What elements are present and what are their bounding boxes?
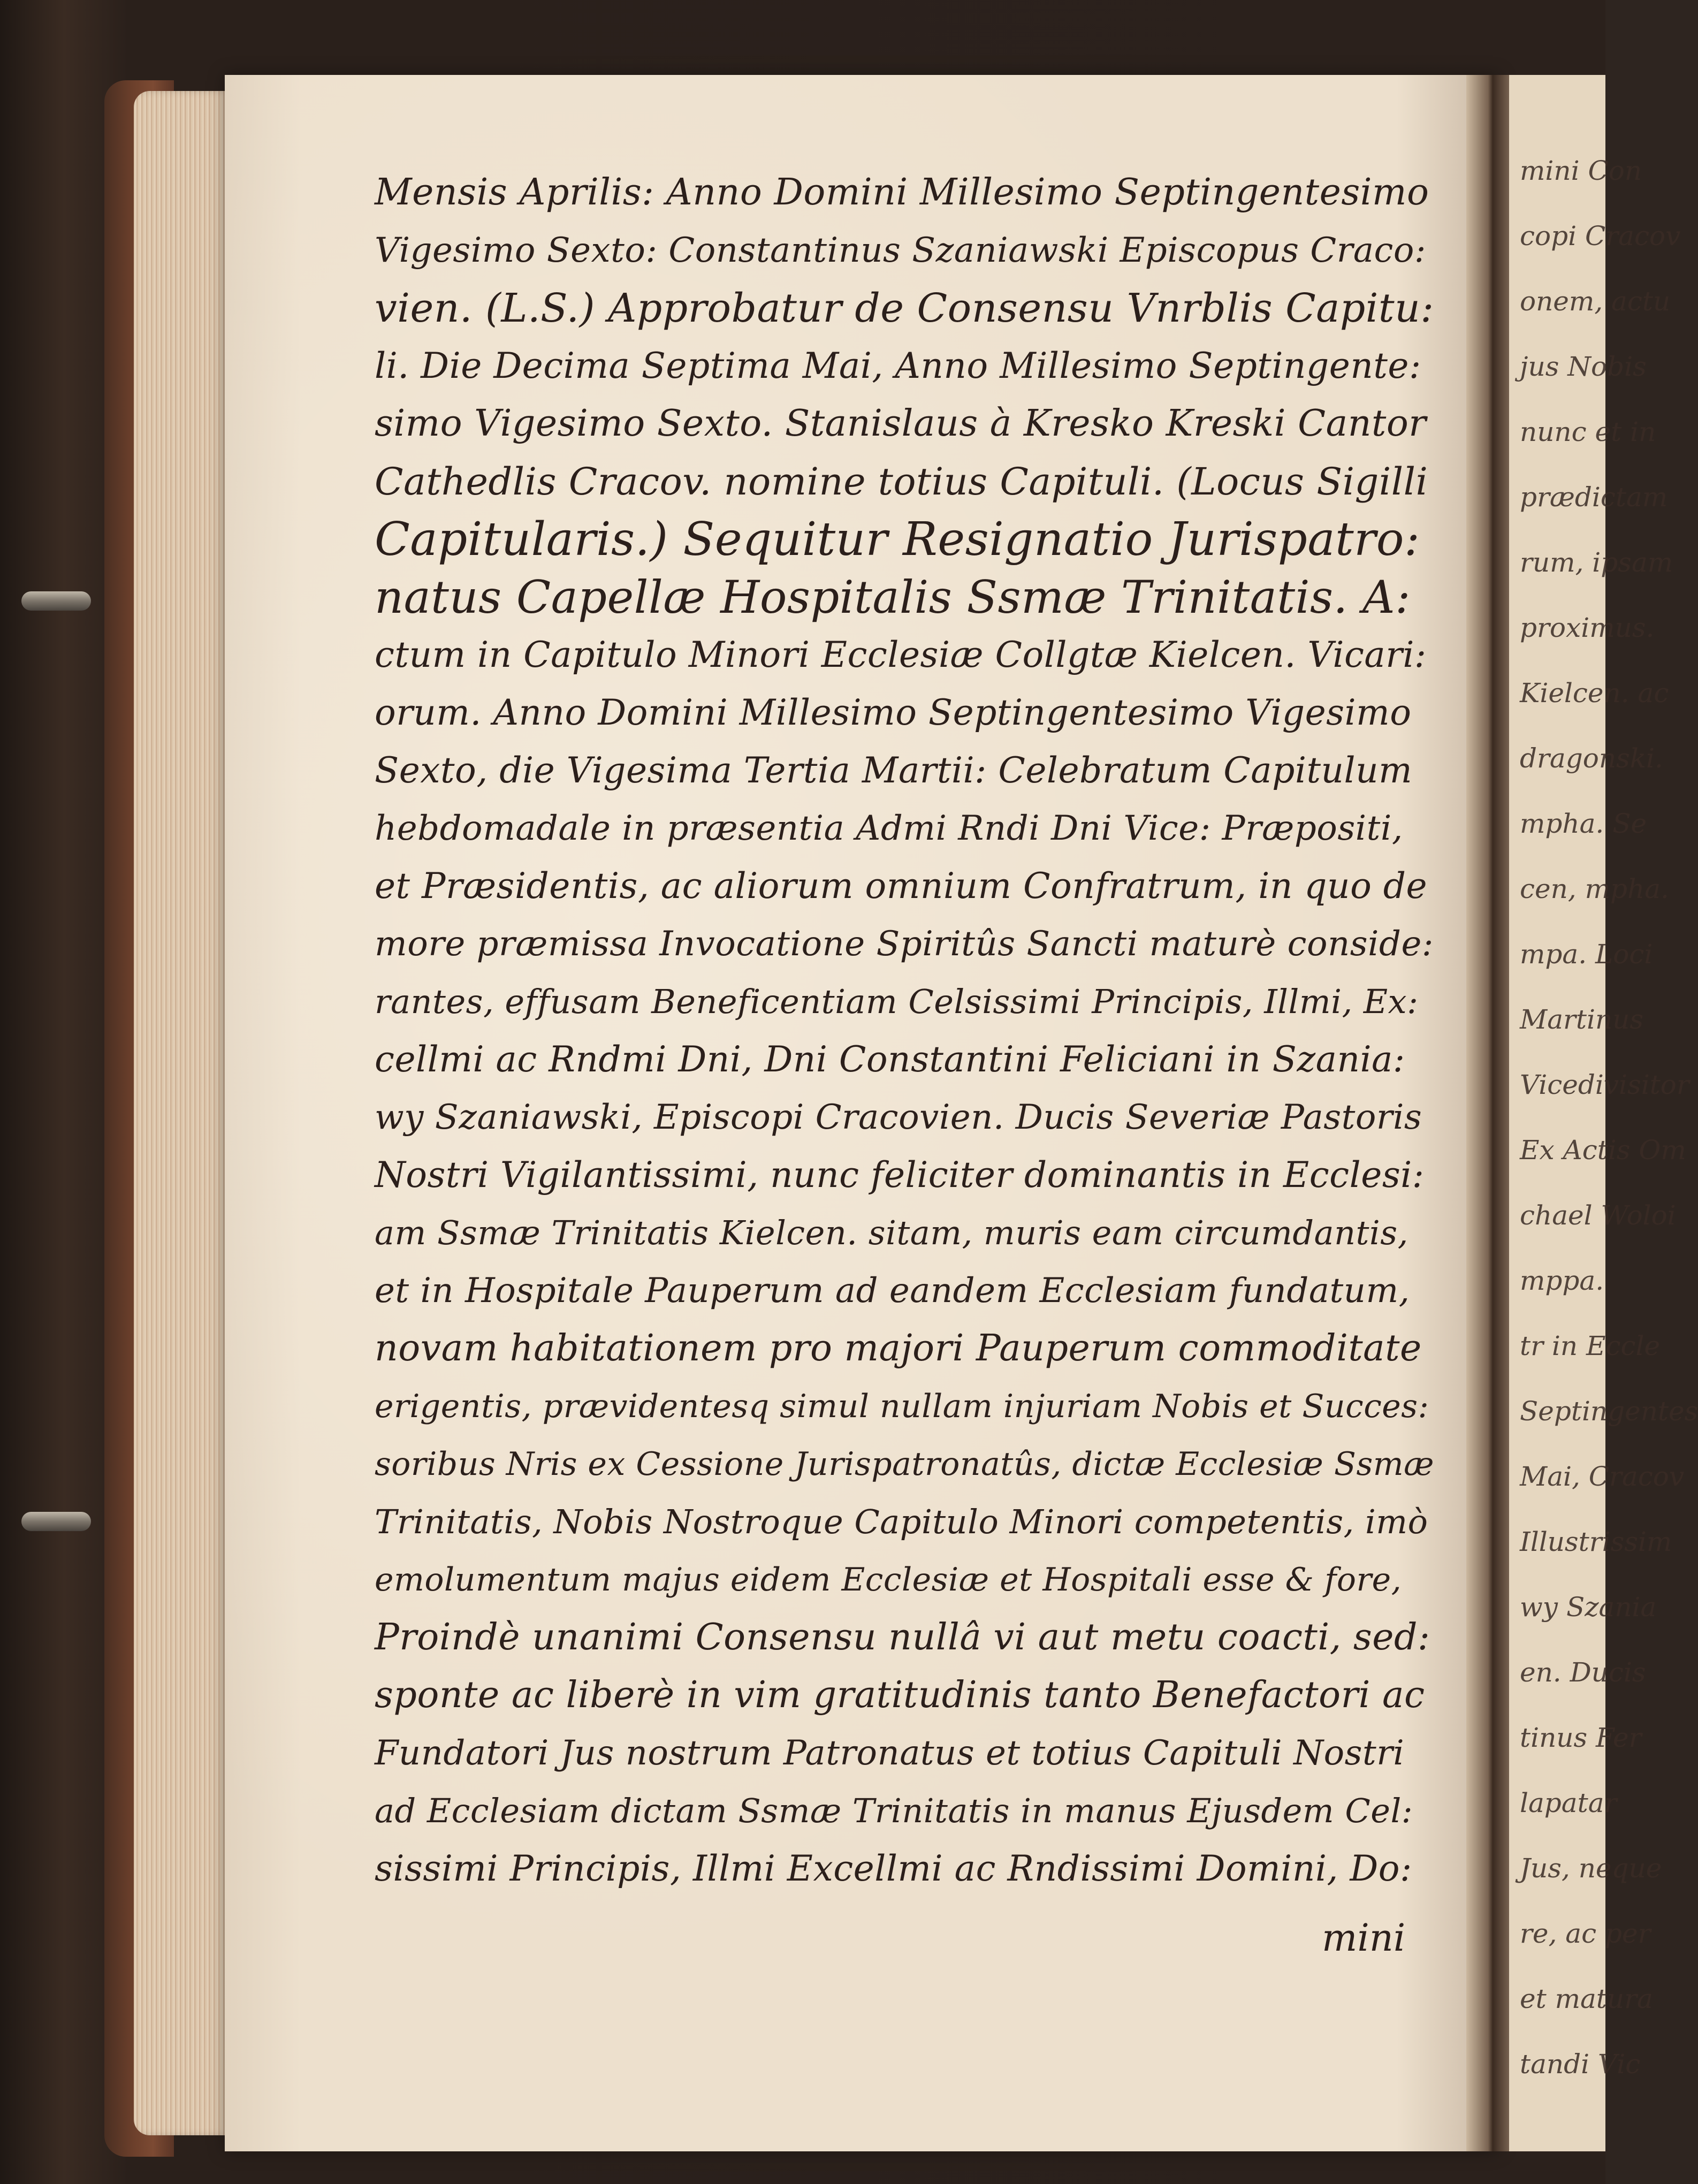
facing-page-line: wy Szania — [1520, 1592, 1657, 1623]
book-gutter — [1466, 75, 1514, 2151]
facing-page-line: nunc et in — [1520, 416, 1656, 447]
facing-page-line: Kielcen. ac — [1520, 678, 1669, 709]
manuscript-line: simo Vigesimo Sexto. Stanislaus à Kresko Kreski Cantor — [375, 402, 1427, 445]
facing-page-line: prædictam — [1520, 482, 1668, 513]
manuscript-line: orum. Anno Domini Millesimo Septingentesimo Vigesimo — [375, 692, 1412, 733]
facing-page-line: Septingentes — [1520, 1396, 1698, 1427]
manuscript-line: erigentis, prævidentesq simul nullam injuriam Nobis et Succes: — [375, 1388, 1429, 1425]
page-block-edge — [134, 91, 230, 2135]
facing-page-line: mppa. — [1520, 1265, 1604, 1296]
facing-page-line: proximus. — [1520, 612, 1655, 643]
facing-page-line: Jus, neque — [1520, 1853, 1662, 1884]
manuscript-line: Cathedlis Cracov. nomine totius Capituli. (Locus Sigilli — [375, 460, 1428, 504]
manuscript-line: Proindè unanimi Consensu nullâ vi aut metu coacti, sed: — [375, 1616, 1430, 1658]
manuscript-line: more præmissa Invocatione Spiritûs Sancti maturè conside: — [375, 924, 1434, 964]
manuscript-line: novam habitationem pro majori Pauperum commoditate — [375, 1327, 1422, 1369]
facing-page-line: copi Cracov — [1520, 220, 1681, 252]
clasp-pin-top — [21, 591, 91, 611]
manuscript-line: et in Hospitale Pauperum ad eandem Ecclesiam fundatum, — [375, 1271, 1410, 1311]
manuscript-line: li. Die Decima Septima Mai, Anno Millesimo Septingente: — [375, 345, 1421, 386]
facing-page-line: chael Woloi — [1520, 1200, 1676, 1231]
facing-page-line: Martinus — [1520, 1004, 1644, 1035]
manuscript-line: et Præsidentis, ac aliorum omnium Confratrum, in quo de — [375, 865, 1428, 907]
facing-page-line: Ex Actis Om — [1520, 1135, 1686, 1166]
manuscript-line: am Ssmæ Trinitatis Kielcen. sitam, muris eam circumdantis, — [375, 1213, 1408, 1252]
facing-page-line: cen, mpha. — [1520, 873, 1669, 904]
manuscript-line: Mensis Aprilis: Anno Domini Millesimo Septingentesimo — [375, 171, 1429, 214]
facing-page-line: mpa. Loci — [1520, 939, 1653, 970]
manuscript-line: ad Ecclesiam dictam Ssmæ Trinitatis in manus Ejusdem Cel: — [375, 1791, 1413, 1830]
manuscript-line: Fundatori Jus nostrum Patronatus et totius Capituli Nostri — [375, 1733, 1405, 1773]
manuscript-line: emolumentum majus eidem Ecclesiæ et Hospitali esse & fore, — [375, 1561, 1402, 1599]
facing-page-line: Illustrissim — [1520, 1526, 1672, 1557]
manuscript-line: natus Capellæ Hospitalis Ssmæ Trinitatis. A: — [375, 571, 1411, 623]
facing-page-line: re, ac per — [1520, 1918, 1651, 1949]
clasp-pin-bottom — [21, 1512, 91, 1531]
manuscript-line: sissimi Principis, Illmi Excellmi ac Rndissimi Domini, Do: — [375, 1848, 1412, 1889]
facing-page-line: lapatar — [1520, 1787, 1617, 1818]
facing-page-line: rum, ipsam — [1520, 547, 1673, 578]
manuscript-line: Capitularis.) Sequitur Resignatio Jurispatro: — [375, 513, 1420, 566]
facing-page-line: tandi Vic — [1520, 2049, 1641, 2080]
manuscript-line: soribus Nris ex Cessione Jurispatronatûs, dictæ Ecclesiæ Ssmæ — [375, 1445, 1435, 1483]
facing-page-line: en. Ducis — [1520, 1657, 1646, 1688]
facing-page — [1509, 75, 1698, 2151]
facing-page-line: mpha. Se — [1520, 808, 1647, 839]
facing-page-line: et matura — [1520, 1983, 1653, 2014]
facing-page-line: mini Con — [1520, 155, 1642, 186]
facing-page-line: tinus Fer — [1520, 1722, 1642, 1753]
manuscript-line: ctum in Capitulo Minori Ecclesiæ Collgtæ Kielcen. Vicari: — [375, 634, 1427, 675]
manuscript-line: Vigesimo Sexto: Constantinus Szaniawski Episcopus Craco: — [375, 231, 1426, 270]
manuscript-line: wy Szaniawski, Episcopi Cracovien. Ducis Severiæ Pastoris — [375, 1098, 1422, 1137]
facing-page-line: Mai, Cracov — [1520, 1461, 1685, 1492]
facing-page-line: onem, actu — [1520, 286, 1671, 317]
manuscript-line: Trinitatis, Nobis Nostroque Capitulo Minori competentis, imò — [375, 1502, 1428, 1541]
manuscript-line: rantes, effusam Beneficentiam Celsissimi Principis, Illmi, Ex: — [375, 982, 1419, 1021]
facing-page-line: dragonski. — [1520, 743, 1663, 774]
manuscript-line: Sexto, die Vigesima Tertia Martii: Celebratum Capitulum — [375, 750, 1413, 791]
manuscript-line: Nostri Vigilantissimi, nunc feliciter dominantis in Ecclesi: — [375, 1154, 1425, 1196]
manuscript-line: cellmi ac Rndmi Dni, Dni Constantini Feliciani in Szania: — [375, 1039, 1405, 1080]
facing-page-line: jus Nobis — [1520, 351, 1647, 382]
catchword: mini — [1322, 1916, 1406, 1960]
manuscript-line: sponte ac liberè in vim gratitudinis tanto Benefactori ac — [375, 1674, 1425, 1716]
facing-page-line: tr in Eccle — [1520, 1330, 1661, 1361]
manuscript-line: vien. (L.S.) Approbatur de Consensu Vnrblis Capitu: — [375, 285, 1434, 331]
manuscript-line: hebdomadale in præsentia Admi Rndi Dni Vice: Præpositi, — [375, 809, 1403, 848]
facing-page-line: Vicedivisitor — [1520, 1069, 1689, 1100]
